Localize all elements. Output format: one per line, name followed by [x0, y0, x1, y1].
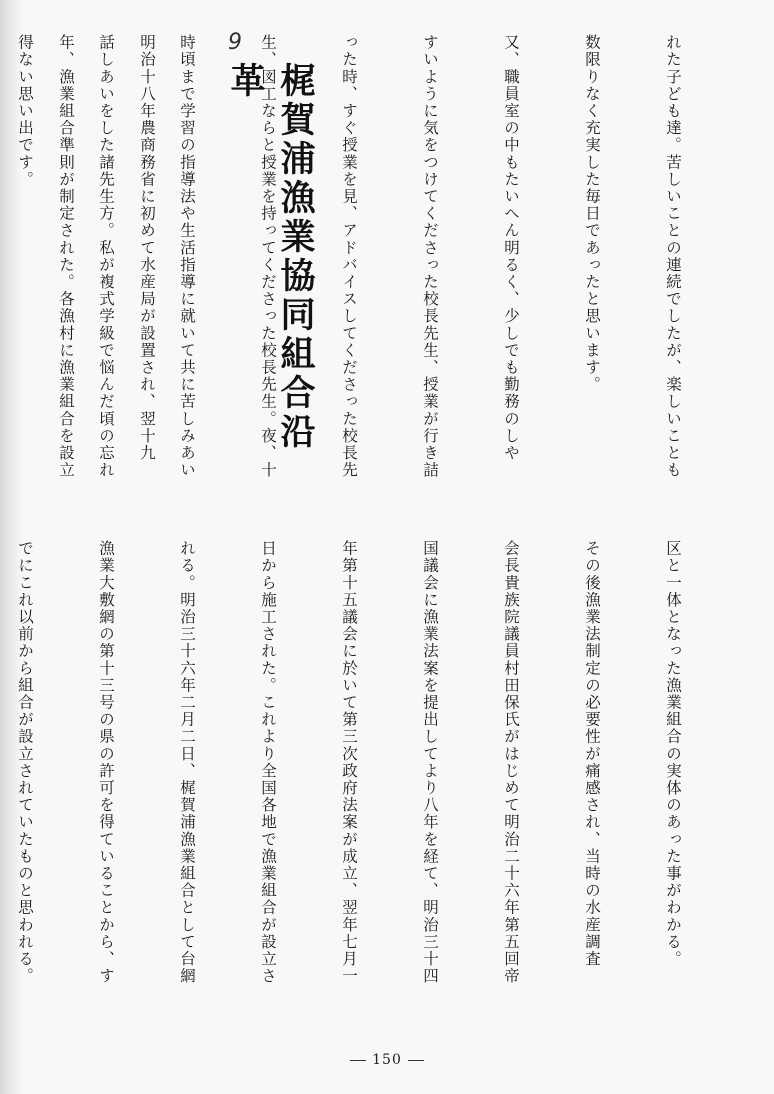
history-line: 日から施工された。これより全国各地で漁業組合が設立さ — [259, 540, 277, 985]
history-line: でにこれ以前から組合が設立されていたものと思われる。 — [16, 540, 34, 985]
memoir-line: 時頃まで学習の指導法や生活指導に就いて共に苦しみあい — [178, 34, 196, 479]
dash-right — [408, 1060, 424, 1061]
history-intro-block — [22, 34, 214, 504]
memoir-line: 話しあいをした諸先生方。私が複式学級で悩んだ頃の忘れ — [97, 34, 115, 479]
history-line: れる。明治三十六年二月二日、梶賀浦漁業組合として台網 — [178, 540, 196, 985]
memoir-line: 生、図工ならと授業を持ってくださった校長先生。夜、十 — [259, 34, 277, 479]
history-line: 明治十八年農商務省に初めて水産局が設置され、翌十九 — [138, 34, 156, 462]
history-line: 年、漁業組合準則が制定された。各漁村に漁業組合を設立 — [57, 34, 75, 479]
history-line: 会長貴族院議員村田保氏がはじめて明治二十六年第五回帝 — [502, 540, 520, 985]
history-line: 漁業大敷網の第十三号の県の許可を得ていることから、す — [97, 540, 115, 985]
memoir-line: った時、すぐ授業を見、アドバイスしてくださった校長先 — [340, 34, 358, 479]
history-line: 年第十五議会に於いて第三次政府法案が成立、翌年七月一 — [340, 540, 358, 985]
memoir-line: 数限りなく充実した毎日であったと思います。 — [583, 34, 601, 394]
history-continued-block — [16, 540, 740, 1010]
page-number-value: 150 — [372, 1052, 402, 1068]
history-line: 区と一体となった漁業組合の実体のあった事がわかる。 — [664, 540, 682, 968]
section-heading: 梶賀浦漁業協同組合沿革 — [225, 62, 315, 452]
dash-left — [350, 1060, 366, 1061]
memoir-line: れた子ども達。苦しいことの連続でしたが、楽しいことも — [664, 34, 682, 479]
history-line: その後漁業法制定の必要性が痛感され、当時の水産調査 — [583, 540, 601, 968]
history-line: 国議会に漁業法案を提出してより八年を経て、明治三十四 — [421, 540, 439, 985]
memoir-line: 又、職員室の中もたいへん明るく、少しでも勤務のしや — [502, 34, 520, 462]
page-number — [0, 1052, 774, 1068]
section-number: 9 — [228, 30, 242, 55]
memoir-line: 得ない思い出です。 — [16, 34, 34, 188]
memoir-line: すいように気をつけてくださった校長先生、授業が行き詰 — [421, 34, 439, 479]
